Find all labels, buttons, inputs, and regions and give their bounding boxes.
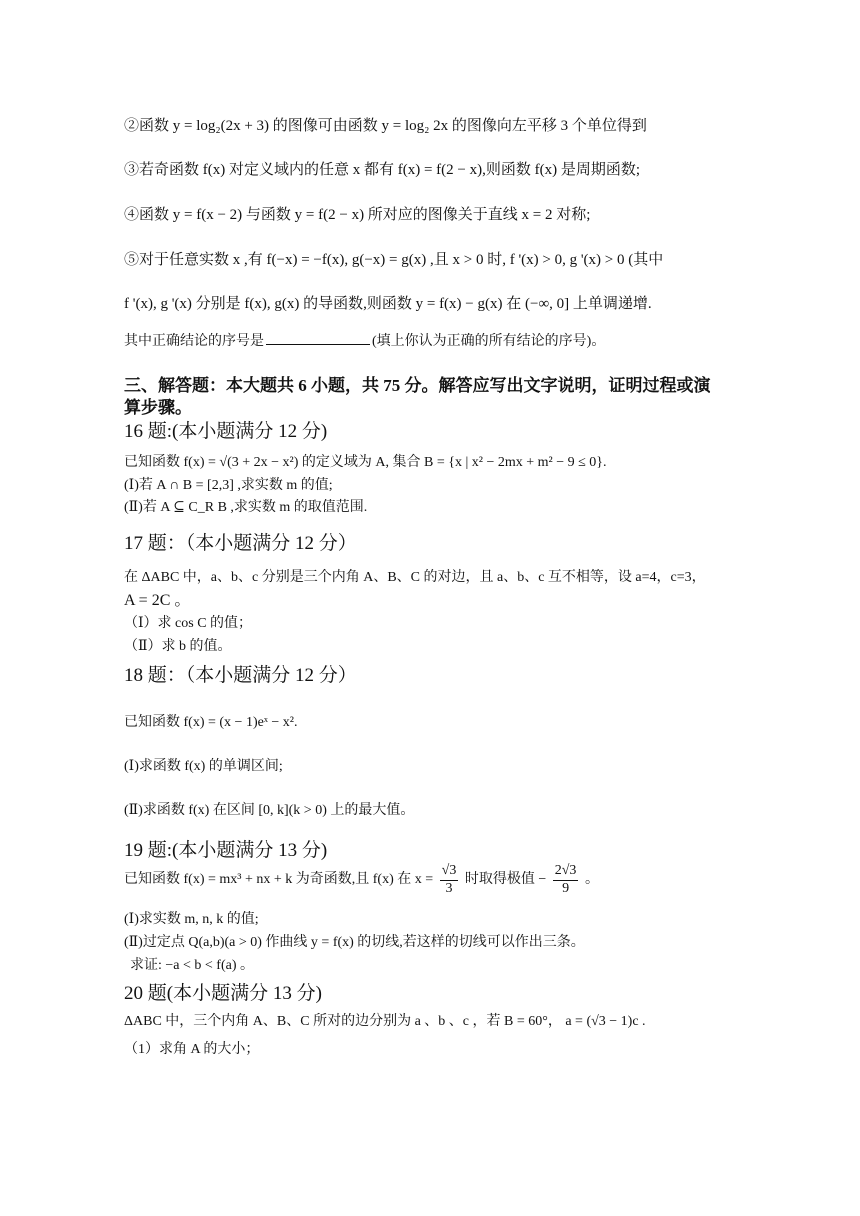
q17-part-1: （Ⅰ）求 cos C 的值； — [124, 616, 253, 631]
prompt-after: (填上你认为正确的所有结论的序号)。 — [372, 334, 606, 349]
fill-in-blank-prompt — [124, 334, 605, 351]
answer-blank — [266, 343, 370, 345]
q16-part-2: (Ⅱ)若 A ⊆ C_R B ,求实数 m 的取值范围. — [124, 500, 368, 515]
prompt-before: 其中正确结论的序号是 — [124, 334, 264, 349]
q17-stem-line-1: 在 ΔABC 中，a、b、c 分别是三个内角 A、B、C 的对边，且 a、b、c 互不相等，设 a=4，c=3， — [124, 570, 706, 585]
q16-stem: 已知函数 f(x) = √(3 + 2x − x²) 的定义域为 A, 集合 B = {x | x² − 2mx + m² − 9 ≤ 0}. — [124, 455, 607, 470]
q18-title: 18 题：（本小题满分 12 分） — [124, 665, 357, 686]
q16-part-1: (Ⅰ)若 A ∩ B = [2,3] ,求实数 m 的值; — [124, 478, 333, 493]
q17-part-2: （Ⅱ）求 b 的值。 — [124, 639, 232, 654]
q19-fraction-2-numerator: 2√3 — [553, 863, 579, 881]
section-heading-line-1: 三、解答题：本大题共 6 小题，共 75 分。解答应写出文字说明，证明过程或演 — [124, 376, 711, 395]
q18-stem: 已知函数 f(x) = (x − 1)eˣ − x². — [124, 715, 298, 730]
q19-fraction-2-denominator: 9 — [562, 880, 570, 896]
q19-stem-before: 已知函数 f(x) = mx³ + nx + k 为奇函数,且 f(x) 在 x = — [124, 871, 434, 887]
statement-2: ②函数 y = log₂(2x + 3) 的图像可由函数 y = log₂ 2x 的图像向左平移 3 个单位得到 — [124, 118, 647, 134]
q17-stem-line-2: A = 2C 。 — [124, 592, 191, 609]
q19-part-2: (Ⅱ)过定点 Q(a,b)(a > 0) 作曲线 y = f(x) 的切线,若这样的切线可以作出三条。 — [124, 935, 585, 950]
q19-title: 19 题:(本小题满分 13 分) — [124, 840, 328, 861]
q18-part-2: (Ⅱ)求函数 f(x) 在区间 [0, k](k > 0) 上的最大值。 — [124, 803, 415, 818]
q20-stem: ΔABC 中，三个内角 A、B、C 所对的边分别为 a 、b 、c ，若 B = 60°， a = (√3 − 1)c . — [124, 1014, 646, 1029]
q19-stem — [124, 863, 599, 898]
q19-fraction-1 — [440, 863, 459, 898]
q20-title: 20 题(本小题满分 13 分) — [124, 983, 322, 1004]
q19-fraction-2 — [553, 863, 579, 898]
q19-stem-middle: 时取得极值 − — [464, 871, 547, 887]
section-heading-line-2: 算步骤。 — [124, 398, 192, 417]
q20-part-1: （1）求角 A 的大小； — [124, 1042, 260, 1057]
statement-5-line-1: ⑤对于任意实数 x ,有 f(−x) = −f(x), g(−x) = g(x) ,且 x > 0 时, f '(x) > 0, g '(x) > 0 (其中 — [124, 252, 664, 268]
q19-part-3: 求证: −a < b < f(a) 。 — [130, 958, 254, 973]
statement-5-line-2: f '(x), g '(x) 分别是 f(x), g(x) 的导函数,则函数 y = f(x) − g(x) 在 (−∞, 0] 上单调递增. — [124, 296, 652, 312]
q16-title: 16 题:(本小题满分 12 分) — [124, 421, 328, 442]
statement-3: ③若奇函数 f(x) 对定义域内的任意 x 都有 f(x) = f(2 − x),则函数 f(x) 是周期函数; — [124, 162, 641, 178]
q19-part-1: (Ⅰ)求实数 m, n, k 的值; — [124, 912, 259, 927]
q17-title: 17 题：（本小题满分 12 分） — [124, 533, 357, 554]
q19-fraction-1-numerator: √3 — [440, 863, 459, 881]
q19-fraction-1-denominator: 3 — [445, 880, 453, 896]
q18-part-1: (Ⅰ)求函数 f(x) 的单调区间; — [124, 759, 283, 774]
statement-4: ④函数 y = f(x − 2) 与函数 y = f(2 − x) 所对应的图像关于直线 x = 2 对称; — [124, 207, 591, 223]
q19-stem-after: 。 — [584, 871, 599, 887]
